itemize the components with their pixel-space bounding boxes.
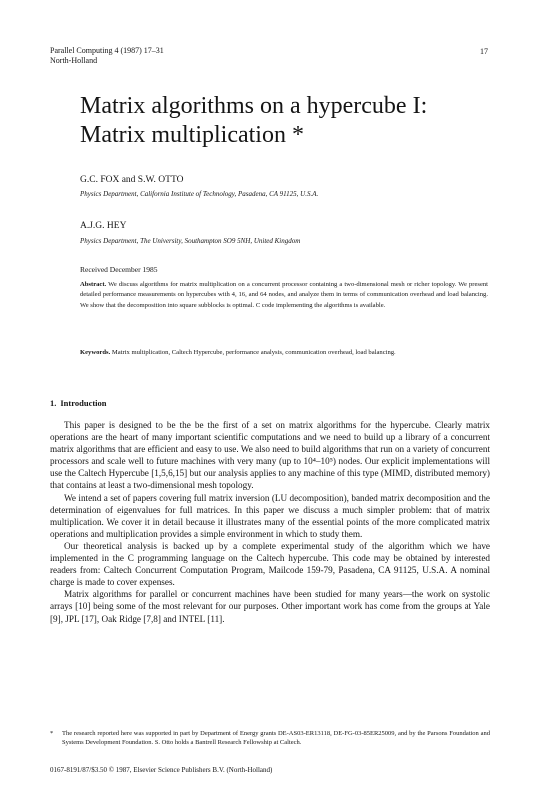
page-number: 17: [480, 47, 488, 56]
keywords: [80, 348, 488, 358]
title-line-2: Matrix multiplication *: [80, 122, 304, 148]
author-names-1: G.C. FOX and S.W. OTTO: [80, 175, 184, 185]
received-date: Received December 1985: [80, 265, 158, 274]
title-line-1: Matrix algorithms on a hypercube I:: [80, 93, 428, 119]
footnote-mark: *: [50, 730, 54, 737]
body-paragraph-2: We intend a set of papers covering full matrix inversion (LU decomposition), banded matrix decomposition and the determination of eigenvalues for full matrices. In this paper we discuss a much simpler problem: that of matrix multiplication. We cover it in detail because it illustrates many of the essential points of the more complicated matrix operations and multiplication provides a simple environment in which to study them.: [50, 492, 490, 539]
body-paragraph-1: This paper is designed to be the be the first of a set on matrix algorithms for the hypercube. Clearly matrix operations are the heart of many important scientific computations and we need to build up a library of a concurrent matrix algorithms that are efficient and easy to use. We also need to build algorithms that run on a variety of concurrent processors and scale well to future machines with very many (up to 10⁴–10⁵) nodes. Our explicit implementations will use the Caltech Hypercube [1,5,6,15] but our analysis applies to any machine of this type (MIMD, distributed memory) that contains at least a two-dimensional mesh topology.: [50, 420, 490, 491]
author-names-2: A.J.G. HEY: [80, 221, 127, 231]
keywords-label: Keywords.: [80, 349, 111, 356]
abstract-text: We discuss algorithms for matrix multiplication on a concurrent processor containing a two-dimensional mesh or richer topology. We present detailed performance measurements on hypercubes with 4, 16, and 64 nodes, and analyze them in terms of communication overhead and load balancing. We show that the decomposition into square subblocks is optimal. C code implementing the algorithms is available.: [80, 281, 489, 309]
publisher-name: North-Holland: [50, 56, 98, 65]
section-title: Introduction: [60, 398, 107, 408]
footnote-text: The research reported here was supported in part by Department of Energy grants DE-AS03-ER13118, DE-FG-03-85ER25009, and by the Parsons Foundation and Systems Development Foundation. S. Otto holds a Bantrell Research Fellowship at Caltech.: [62, 730, 490, 747]
paper-title: [80, 92, 500, 150]
journal-citation: Parallel Computing 4 (1987) 17–31: [50, 46, 164, 55]
author-affiliation-1: Physics Department, California Institute of Technology, Pasadena, CA 91125, U.S.A.: [80, 190, 319, 198]
keywords-text: Matrix multiplication, Caltech Hypercube, performance analysis, communication overhead, load balancing.: [111, 349, 396, 356]
footnote: [50, 729, 490, 747]
section-heading: [50, 398, 107, 408]
body-paragraph-3: Our theoretical analysis is backed up by a complete experimental study of the algorithm which we have implemented in the C programming language on the Caltech hypercube. This code may be obtained by interested readers from: Caltech Concurrent Computation Program, Mailcode 159-79, Pasadena, CA 91125, U.S.A. A nominal charge is made to cover expenses.: [50, 540, 490, 588]
body-text: [50, 419, 490, 625]
section-number: 1.: [50, 398, 57, 408]
abstract: [80, 280, 488, 311]
body-paragraph-4: Matrix algorithms for parallel or concurrent machines have been studied for many years—the work on systolic arrays [10] being some of the most relevant for our purposes. Other important work has come from the groups at Yale [9], JPL [17], Oak Ridge [7,8] and INTEL [11].: [50, 589, 490, 624]
abstract-label: Abstract.: [80, 281, 107, 288]
author-affiliation-2: Physics Department, The University, Southampton SO9 5NH, United Kingdom: [80, 237, 301, 245]
journal-header: [50, 46, 164, 66]
copyright-imprint: 0167-8191/87/$3.50 © 1987, Elsevier Science Publishers B.V. (North-Holland): [50, 766, 273, 774]
